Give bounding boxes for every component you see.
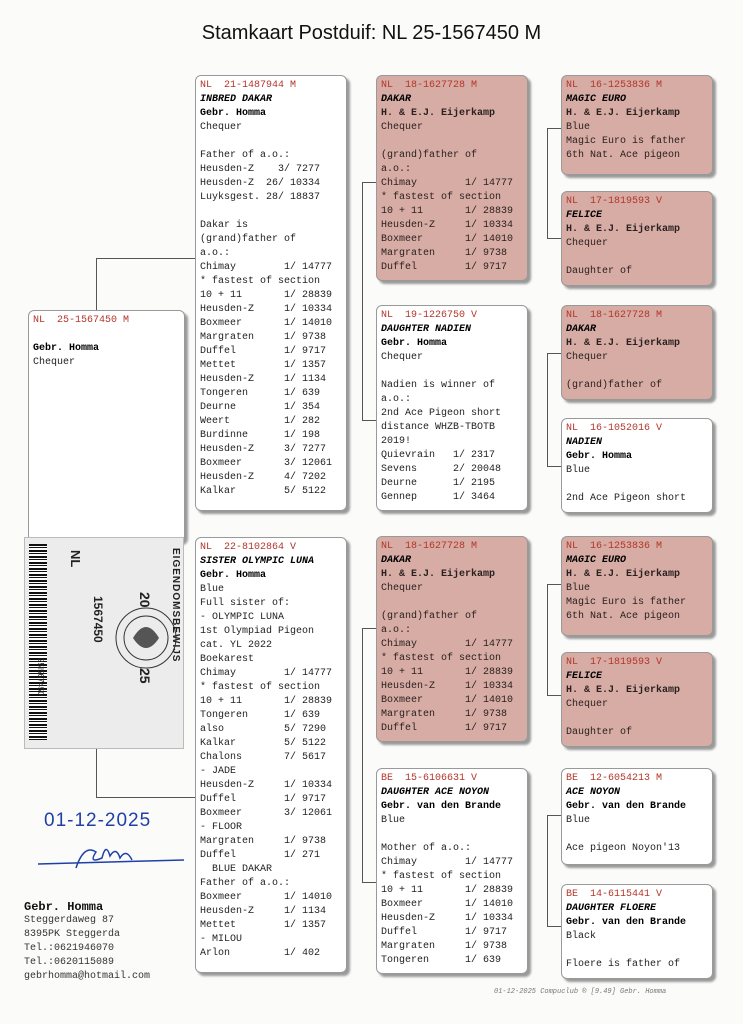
barcode [29, 544, 47, 740]
ring-number: NL 22-8102864 V [200, 542, 297, 553]
pigeon-name: ACE NOYON [566, 787, 621, 798]
performance-line: a.o.: [381, 625, 412, 636]
performance-line: Duffel 1/ 9717 [200, 346, 327, 357]
performance-line [200, 135, 342, 149]
color-text: Chequer [33, 357, 76, 368]
performance-line: distance WHZB-TBOTB [381, 422, 496, 433]
performance-line: Heusden-Z 26/ 10334 [200, 178, 321, 189]
performance-line [381, 365, 523, 379]
color-text: Blue [566, 583, 591, 594]
performance-line: Mother of a.o.: [381, 843, 472, 854]
signature-date: 01-12-2025 [44, 810, 152, 831]
performance-line: Boxmeer 3/ 12061 [200, 808, 333, 819]
performance-line: Burdinne 1/ 198 [200, 430, 321, 441]
performance-line: a.o.: [200, 248, 231, 259]
pigeon-name: SISTER OLYMPIC LUNA [200, 556, 315, 567]
connector-line [96, 258, 97, 312]
performance-line: Heusden-Z 1/ 10334 [381, 681, 514, 692]
performance-line: Deurne 1/ 354 [200, 402, 321, 413]
performance-line: Boxmeer 3/ 12061 [200, 458, 333, 469]
color-text: Chequer [381, 352, 424, 363]
performance-line [566, 828, 708, 842]
performance-line: Heusden-Z 1/ 1134 [200, 374, 327, 385]
breeder-name: H. & E.J. Eijerkamp [566, 338, 681, 349]
owner-name: Gebr. Homma [24, 900, 104, 914]
performance-line: Mettet 1/ 1357 [200, 360, 327, 371]
performance-line: 10 + 11 1/ 28839 [381, 885, 514, 896]
performance-line: Duffel 1/ 9717 [381, 723, 508, 734]
performance-line: Boxmeer 1/ 14010 [381, 695, 514, 706]
connector-line [547, 926, 561, 927]
performance-line: 6th Nat. Ace pigeon [566, 150, 681, 161]
performance-line [381, 135, 523, 149]
performance-line [381, 596, 523, 610]
performance-line: 1st Olympiad Pigeon [200, 626, 315, 637]
performance-line: Chimay 1/ 14777 [200, 262, 333, 273]
color-text: Chequer [566, 238, 609, 249]
performance-line: Margraten 1/ 9738 [381, 941, 508, 952]
great-grandparent-card[interactable] [561, 536, 713, 636]
ring-number: NL 17-1819593 V [566, 657, 663, 668]
performance-line: Heusden-Z 1/ 10334 [381, 913, 514, 924]
performance-line: Chimay 1/ 14777 [381, 178, 514, 189]
color-text: Chequer [566, 352, 609, 363]
connector-line [547, 584, 561, 585]
owner-phone: Tel.:0620115089 [24, 957, 115, 968]
performance-line: Floere is father of [566, 959, 681, 970]
great-grandparent-card[interactable] [561, 768, 713, 865]
performance-list [566, 596, 708, 624]
performance-line: Kalkar 5/ 5122 [200, 486, 327, 497]
granddam-card[interactable] [376, 768, 528, 974]
sticker-vertical-number: 25I567450 [36, 658, 45, 696]
performance-list [381, 135, 523, 275]
performance-line [566, 944, 708, 958]
ring-number: NL 18-1627728 M [566, 310, 663, 321]
performance-line: Duffel 1/ 9717 [200, 794, 327, 805]
performance-list [566, 251, 708, 279]
breeder-name: Gebr. Homma [200, 108, 267, 119]
ring-number: BE 12-6054213 M [566, 773, 663, 784]
breeder-name: Gebr. Homma [566, 451, 633, 462]
performance-line: * fastest of section [381, 192, 502, 203]
owner-email: gebrhomma@hotmail.com [24, 971, 151, 982]
ring-number: NL 19-1226750 V [381, 310, 478, 321]
performance-line: Magic Euro is father [566, 597, 687, 608]
performance-line: 6th Nat. Ace pigeon [566, 611, 681, 622]
breeder-name: Gebr. van den Brande [381, 801, 502, 812]
performance-list [381, 828, 523, 968]
performance-line: a.o.: [381, 164, 412, 175]
performance-line: BLUE DAKAR [200, 864, 273, 875]
sire-card[interactable] [195, 75, 347, 511]
performance-line [200, 205, 342, 219]
great-grandparent-card[interactable] [561, 305, 713, 400]
pigeon-card[interactable] [28, 310, 185, 542]
performance-line: Tongeren 1/ 639 [200, 388, 321, 399]
ring-number: NL 16-1253836 M [566, 541, 663, 552]
great-grandparent-card[interactable] [561, 884, 713, 979]
performance-line: Heusden-Z 1/ 1134 [200, 906, 327, 917]
performance-line: (grand)father of [381, 150, 478, 161]
performance-line: 2019! [381, 436, 412, 447]
connector-line [547, 584, 548, 696]
performance-line: Sevens 2/ 20048 [381, 464, 502, 475]
ring-number: NL 21-1487944 M [200, 80, 297, 91]
performance-line: 10 + 11 1/ 28839 [200, 696, 333, 707]
performance-line: Boxmeer 1/ 14010 [381, 899, 514, 910]
breeder-name: H. & E.J. Eijerkamp [566, 224, 681, 235]
grandsire-card[interactable] [376, 75, 528, 281]
great-grandparent-card[interactable] [561, 652, 713, 747]
pigeon-name: DAUGHTER NADIEN [381, 324, 472, 335]
breeder-name: Gebr. Homma [381, 338, 448, 349]
color-text: Blue [200, 584, 225, 595]
breeder-name: H. & E.J. Eijerkamp [566, 685, 681, 696]
owner-address [24, 900, 150, 984]
ring-number: NL 17-1819593 V [566, 196, 663, 207]
performance-line: cat. YL 2022 [200, 640, 273, 651]
great-grandparent-card[interactable] [561, 75, 713, 175]
performance-line: 2nd Ace Pigeon short [381, 408, 502, 419]
performance-list [200, 597, 342, 961]
connector-line [547, 353, 561, 354]
performance-list [566, 828, 708, 856]
performance-line [566, 478, 708, 492]
performance-list [200, 135, 342, 499]
performance-line: Luyksgest. 28/ 18837 [200, 192, 321, 203]
pigeon-name: DAKAR [381, 94, 412, 105]
performance-line: Margraten 1/ 9738 [381, 248, 508, 259]
performance-line: Heusden-Z 1/ 10334 [200, 780, 333, 791]
connector-line [96, 258, 196, 259]
color-text: Chequer [200, 122, 243, 133]
breeder-name: Gebr. van den Brande [566, 917, 687, 928]
performance-line: Father of a.o.: [200, 878, 291, 889]
breeder-name: H. & E.J. Eijerkamp [566, 108, 681, 119]
sticker-year-top: 20 [137, 592, 153, 608]
performance-line: (grand)father of [200, 234, 297, 245]
performance-line: Gennep 1/ 3464 [381, 492, 496, 503]
performance-line [566, 365, 708, 379]
performance-line: Margraten 1/ 9738 [200, 332, 327, 343]
breeder-name: H. & E.J. Eijerkamp [381, 569, 496, 580]
pigeon-name: MAGIC EURO [566, 555, 627, 566]
pigeon-name: DAKAR [381, 555, 412, 566]
performance-list [566, 135, 708, 163]
ring-number: NL 18-1627728 M [381, 80, 478, 91]
performance-line: Boxmeer 1/ 14010 [381, 234, 514, 245]
ring-number: NL 18-1627728 M [381, 541, 478, 552]
breeder-name: H. & E.J. Eijerkamp [566, 569, 681, 580]
breeder-name: H. & E.J. Eijerkamp [381, 108, 496, 119]
performance-line: Margraten 1/ 9738 [200, 836, 327, 847]
performance-line: Dakar is [200, 220, 249, 231]
breeder-name: Gebr. van den Brande [566, 801, 687, 812]
performance-line: Deurne 1/ 2195 [381, 478, 496, 489]
owner-street: Steggerdaweg 87 [24, 915, 115, 926]
performance-line: Boekarest [200, 654, 255, 665]
performance-list [566, 478, 708, 506]
performance-list [381, 596, 523, 736]
performance-line: Chimay 1/ 14777 [381, 639, 514, 650]
connector-line [547, 128, 548, 238]
performance-line: Heusden-Z 4/ 7202 [200, 472, 327, 483]
color-text: Blue [566, 815, 591, 826]
connector-line [96, 748, 97, 798]
performance-line: Weert 1/ 282 [200, 416, 321, 427]
connector-line [547, 353, 548, 467]
performance-line: Heusden-Z 3/ 7277 [200, 164, 321, 175]
performance-line: Magic Euro is father [566, 136, 687, 147]
color-text: Blue [566, 465, 591, 476]
sticker-brand: EIGENDOMSBEWIJS [170, 548, 181, 663]
performance-line: * fastest of section [381, 871, 502, 882]
color-text: Chequer [566, 699, 609, 710]
grandsire-card[interactable] [376, 536, 528, 742]
performance-line: - JADE [200, 766, 237, 777]
performance-line: Boxmeer 1/ 14010 [200, 892, 333, 903]
color-text: Chequer [381, 583, 424, 594]
performance-line: Father of a.o.: [200, 150, 291, 161]
ring-number: BE 15-6106631 V [381, 773, 478, 784]
owner-city: 8395PK Steggerda [24, 929, 121, 940]
performance-line: Heusden-Z 1/ 10334 [381, 220, 514, 231]
breeder-name: Gebr. Homma [200, 570, 267, 581]
performance-line: Duffel 1/ 9717 [381, 262, 508, 273]
connector-line [547, 695, 561, 696]
connector-line [547, 238, 561, 239]
page-title: Stamkaart Postduif: NL 25-1567450 M [201, 22, 542, 44]
performance-list [381, 365, 523, 505]
performance-line: also 5/ 7290 [200, 724, 327, 735]
performance-line: * fastest of section [200, 276, 321, 287]
connector-line [547, 128, 561, 129]
pigeon-name: INBRED DAKAR [200, 94, 273, 105]
pigeon-name: FELICE [566, 210, 603, 221]
color-text: Black [566, 931, 597, 942]
color-text: Blue [381, 815, 406, 826]
breeder-name: Gebr. Homma [33, 343, 100, 354]
performance-line: Kalkar 5/ 5122 [200, 738, 327, 749]
performance-line: (grand)father of [381, 611, 478, 622]
connector-line [547, 466, 561, 467]
performance-line: 10 + 11 1/ 28839 [200, 290, 333, 301]
owner-phone: Tel.:0621946070 [24, 943, 115, 954]
sticker-number: 1567450 [91, 596, 105, 643]
performance-line: Margraten 1/ 9738 [381, 709, 508, 720]
performance-line: Heusden-Z 1/ 10334 [200, 304, 333, 315]
performance-line: Full sister of: [200, 598, 291, 609]
performance-line: Heusden-Z 3/ 7277 [200, 444, 327, 455]
connector-line [547, 815, 548, 927]
performance-line: * fastest of section [381, 653, 502, 664]
pigeon-name: DAUGHTER ACE NOYON [381, 787, 490, 798]
ring-number: NL 16-1052016 V [566, 423, 663, 434]
performance-line [566, 712, 708, 726]
performance-line: 10 + 11 1/ 28839 [381, 206, 514, 217]
performance-line: Chimay 1/ 14777 [381, 857, 514, 868]
performance-line: Tongeren 1/ 639 [200, 710, 321, 721]
performance-line: Quievrain 1/ 2317 [381, 450, 496, 461]
sticker-year-bottom: 25 [137, 668, 153, 684]
pigeon-name: DAKAR [566, 324, 597, 335]
performance-line: Arlon 1/ 402 [200, 948, 321, 959]
pigeon-name: DAUGHTER FLOERE [566, 903, 657, 914]
performance-line: Chimay 1/ 14777 [200, 668, 333, 679]
performance-line: - FLOOR [200, 822, 243, 833]
sticker-country: NL [68, 550, 83, 568]
performance-line: * fastest of section [200, 682, 321, 693]
performance-line: 10 + 11 1/ 28839 [381, 667, 514, 678]
performance-line: Ace pigeon Noyon'13 [566, 843, 681, 854]
color-text: Blue [566, 122, 591, 133]
granddam-card[interactable] [376, 305, 528, 511]
pigeon-name: MAGIC EURO [566, 94, 627, 105]
performance-list [566, 712, 708, 740]
performance-line: Mettet 1/ 1357 [200, 920, 327, 931]
great-grandparent-card[interactable] [561, 418, 713, 513]
great-grandparent-card[interactable] [561, 191, 713, 286]
performance-line: Duffel 1/ 9717 [381, 927, 508, 938]
performance-line [381, 828, 523, 842]
connector-line [362, 182, 363, 420]
connector-line [362, 628, 363, 883]
performance-line: 2nd Ace Pigeon short [566, 493, 687, 504]
pigeon-name: FELICE [566, 671, 603, 682]
connector-line [547, 815, 561, 816]
performance-line: Tongeren 1/ 639 [381, 955, 502, 966]
pigeon-name: NADIEN [566, 437, 603, 448]
ring-number: NL 25-1567450 M [33, 315, 130, 326]
performance-list [566, 944, 708, 972]
performance-line: Daughter of [566, 266, 633, 277]
footer-text: 01-12-2025 Compuclub ® [9.49] Gebr. Homma [494, 988, 667, 996]
performance-line: Nadien is winner of [381, 380, 496, 391]
performance-line: Daughter of [566, 727, 633, 738]
performance-line: Duffel 1/ 271 [200, 850, 321, 861]
performance-line: - MILOU [200, 934, 243, 945]
connector-line [96, 797, 196, 798]
color-text: Chequer [381, 122, 424, 133]
performance-line: Boxmeer 1/ 14010 [200, 318, 333, 329]
signature-icon [36, 838, 186, 878]
performance-line [566, 251, 708, 265]
ring-number: NL 16-1253836 M [566, 80, 663, 91]
dam-card[interactable] [195, 537, 347, 973]
ring-number: BE 14-6115441 V [566, 889, 663, 900]
performance-line: a.o.: [381, 394, 412, 405]
performance-line: Chalons 7/ 5617 [200, 752, 327, 763]
ownership-sticker [24, 537, 184, 749]
performance-line: (grand)father of [566, 380, 663, 391]
performance-list [566, 365, 708, 393]
performance-line: - OLYMPIC LUNA [200, 612, 285, 623]
